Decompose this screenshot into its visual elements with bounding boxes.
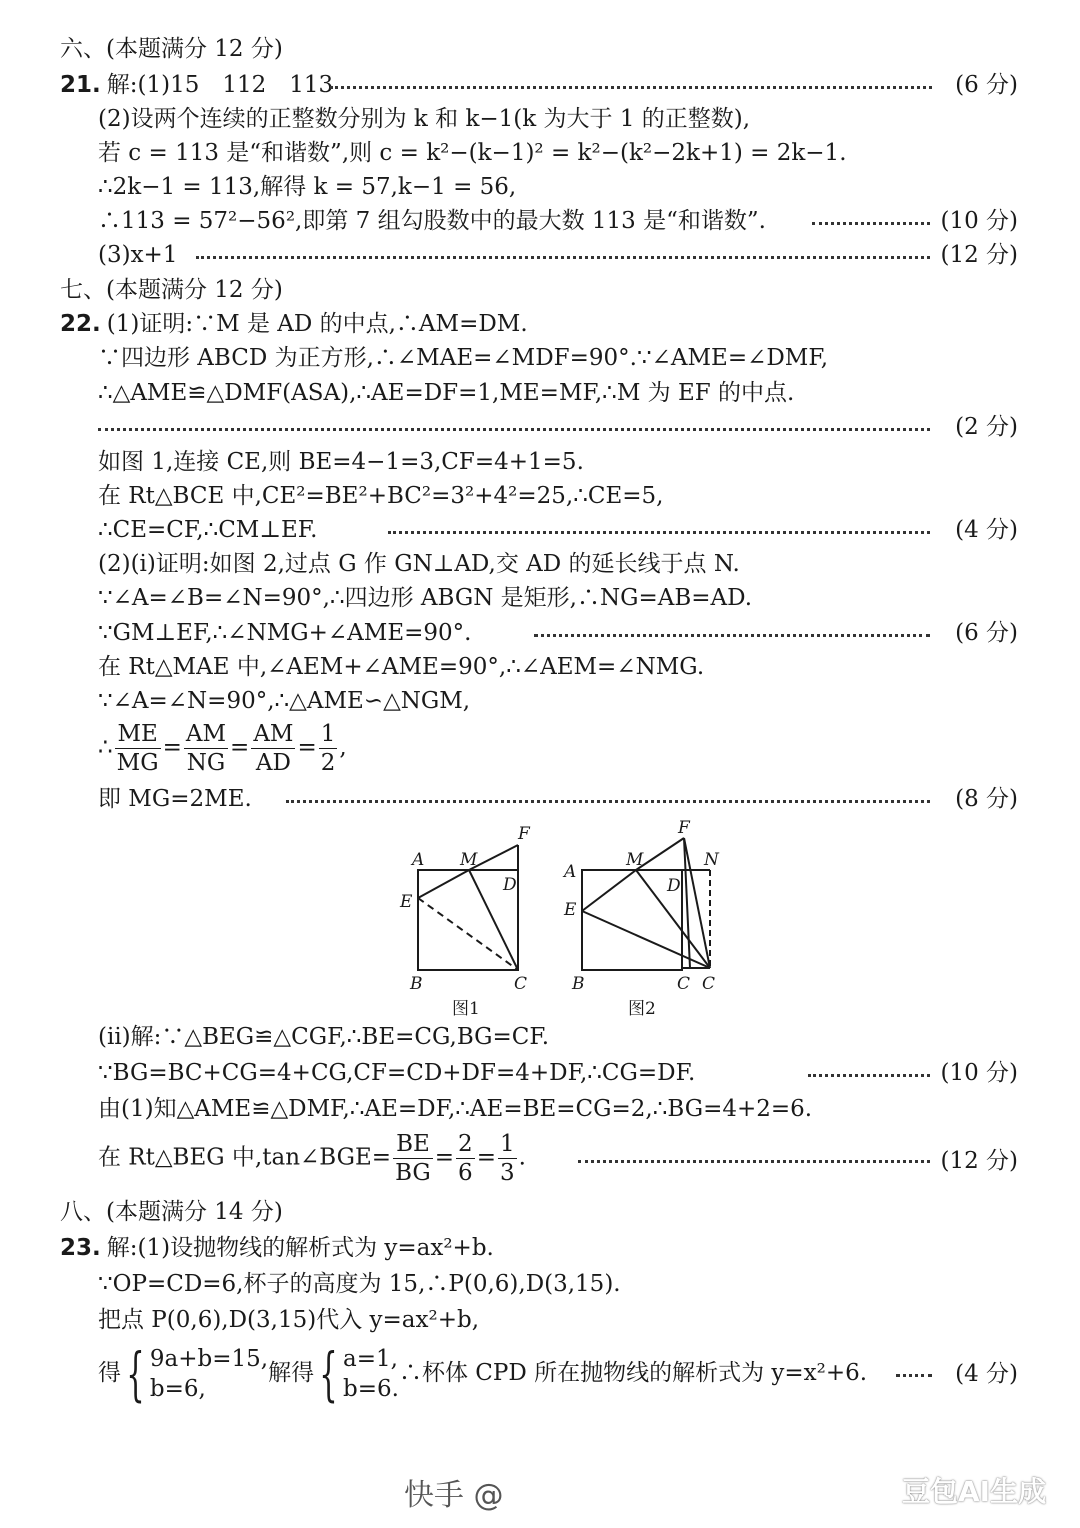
fig1-label-b: B [410, 974, 423, 994]
equals-sign: = [230, 734, 250, 761]
q22-line-13: 即 MG=2ME. [98, 786, 252, 812]
segment-eg [582, 911, 710, 968]
q21-line-5: ∴113 = 57²−56²,即第 7 组勾股数中的最大数 113 是“和谐数”. [98, 208, 766, 234]
period: . [518, 1144, 526, 1171]
q21-answer-1: 解:(1)15 112 113 [106, 72, 334, 98]
fig2-label-d: D [667, 876, 681, 896]
q21-number: 21. [60, 72, 101, 98]
q22-points-6: (12 分) [940, 1148, 1018, 1174]
q23-line-3: 把点 P(0,6),D(3,15)代入 y=ax²+b, [98, 1307, 480, 1333]
left-brace: { [319, 1340, 338, 1408]
segment-me [582, 870, 636, 911]
section-heading-6: 六、(本题满分 12 分) [60, 36, 283, 62]
leader-dots [808, 1074, 930, 1077]
q23-line-2: ∵OP=CD=6,杯子的高度为 15,∴P(0,6),D(3,15). [98, 1271, 621, 1297]
fraction-me-mg: $\frac{ME}{MG}$ [116, 721, 159, 776]
fig2-label-c2: C [702, 974, 716, 994]
fig2-label-c1: C [677, 974, 691, 994]
q22-line-15: ∵BG=BC+CG=4+CG,CF=CD+DF=4+DF,∴CG=DF. [98, 1060, 696, 1086]
equation-system-2: a=1, b=6. [343, 1346, 399, 1402]
q23-number: 23. [60, 1235, 101, 1261]
q22-line-4: 如图 1,连接 CE,则 BE=4−1=3,CF=4+1=5. [98, 449, 584, 475]
fig1-label-d: D [503, 875, 517, 895]
q22-points-4: (8 分) [955, 786, 1018, 812]
fraction-am-ng: $\frac{AM}{NG}$ [185, 721, 227, 776]
q22-line-7: (2)(ⅰ)证明:如图 2,过点 G 作 GN⊥AD,交 AD 的延长线于点 N. [98, 551, 740, 577]
q22-line-9: ∵GM⊥EF,∴∠NMG+∠AME=90°. [98, 620, 472, 646]
fig2-label-b: B [572, 974, 585, 994]
q22-points-1: (2 分) [955, 414, 1018, 440]
figure-1-caption: 图1 [452, 999, 480, 1019]
kuaishou-watermark: 快手 @ [404, 1478, 504, 1513]
q23-text-1: 解:(1)设抛物线的解析式为 y=ax²+b. [106, 1235, 494, 1261]
fraction-two-sixths: $\frac{2}{6}$ [458, 1131, 473, 1186]
segment-ec-dashed [418, 898, 518, 970]
fig2-label-m: M [626, 850, 644, 870]
therefore-sign: ∴ [98, 734, 113, 761]
q22-line-14: (ⅱ)解:∵△BEG≌△CGF,∴BE=CG,BG=CF. [98, 1024, 550, 1050]
section-heading-7: 七、(本题满分 12 分) [60, 277, 283, 303]
fig2-label-e: E [564, 900, 577, 920]
fraction-am-ad: $\frac{AM}{AD}$ [253, 721, 294, 776]
de-text: 得 [98, 1360, 121, 1386]
q23-system-line [98, 1340, 868, 1408]
q22-line-3: ∴△AME≌△DMF(ASA),∴AE=DF=1,ME=MF,∴M 为 EF 的中点. [98, 380, 795, 406]
q22-points-3: (6 分) [955, 620, 1018, 646]
fig1-label-m: M [460, 850, 478, 870]
fraction-one-half: $\frac{1}{2}$ [320, 721, 336, 776]
leader-dots [578, 1160, 930, 1163]
fig1-label-c: C [514, 974, 528, 994]
left-brace: { [126, 1340, 145, 1408]
fig2-label-f: F [678, 818, 690, 838]
jiede-text: 解得 [268, 1360, 315, 1386]
section-heading-8: 八、(本题满分 14 分) [60, 1199, 283, 1225]
segment-me [418, 870, 469, 898]
q22-line-16: 由(1)知△AME≌△DMF,∴AE=DF,∴AE=BE=CG=2,∴BG=4+2=6. [98, 1096, 813, 1122]
leader-dots [896, 1374, 932, 1377]
q21-line-6: (3)x+1 [98, 242, 178, 268]
q22-line-6: ∴CE=CF,∴CM⊥EF. [98, 517, 318, 543]
q22-text-1: (1)证明:∵M 是 AD 的中点,∴AM=DM. [106, 311, 528, 337]
q22-number: 22. [60, 311, 101, 337]
doubao-ai-watermark: 豆包AI生成 [902, 1475, 1047, 1508]
q21-line-2: (2)设两个连续的正整数分别为 k 和 k−1(k 为大于 1 的正整数), [98, 106, 751, 132]
equals-sign: = [434, 1144, 455, 1171]
q22-line-8: ∵∠A=∠B=∠N=90°,∴四边形 ABGN 是矩形,∴NG=AB=AD. [98, 585, 753, 611]
q23-conclusion: ∴杯体 CPD 所在抛物线的解析式为 y=x²+6. [398, 1360, 868, 1386]
figure-2-caption: 图2 [628, 999, 656, 1019]
fig1-label-a: A [412, 850, 425, 870]
q22-points-5: (10 分) [940, 1060, 1018, 1086]
q22-tan-line [98, 1130, 526, 1187]
q21-line-3: 若 c = 113 是“和谐数”,则 c = k²−(k−1)² = k²−(k²−2k+1) = 2k−1. [98, 140, 847, 166]
q22-points-2: (4 分) [955, 517, 1018, 543]
tan-text: 在 Rt△BEG 中,tan∠BGE= [98, 1144, 392, 1171]
q21-points-1: (6 分) [955, 72, 1018, 98]
fraction-one-third: $\frac{1}{3}$ [499, 1131, 515, 1186]
q22-line-5: 在 Rt△BCE 中,CE²=BE²+BC²=3²+4²=25,∴CE=5, [98, 483, 664, 509]
fig1-label-e: E [400, 892, 413, 912]
fig1-label-f: F [518, 824, 530, 844]
q23-points-1: (4 分) [955, 1361, 1018, 1387]
fig2-label-n: N [704, 850, 719, 870]
q22-line-11: ∵∠A=∠N=90°,∴△AME∽△NGM, [98, 688, 471, 714]
fig2-label-a: A [564, 862, 577, 882]
equals-sign: = [476, 1144, 496, 1171]
q22-line-2: ∵四边形 ABCD 为正方形,∴∠MAE=∠MDF=90°.∵∠AME=∠DMF, [98, 345, 829, 371]
q21-points-3: (12 分) [940, 242, 1018, 268]
q23-line-1 [60, 1233, 494, 1263]
comma: , [339, 734, 347, 761]
figure-2 [582, 838, 710, 970]
equals-sign: = [297, 734, 317, 761]
equation-system-1: 9a+b=15, b=6, [149, 1346, 269, 1402]
equals-sign: = [162, 734, 182, 761]
q21-points-2: (10 分) [940, 208, 1018, 234]
q22-line-10: 在 Rt△MAE 中,∠AEM+∠AME=90°,∴∠AEM=∠NMG. [98, 654, 705, 680]
fraction-be-bg: $\frac{BE}{BG}$ [395, 1131, 431, 1186]
q21-line-4: ∴2k−1 = 113,解得 k = 57,k−1 = 56, [98, 174, 517, 200]
